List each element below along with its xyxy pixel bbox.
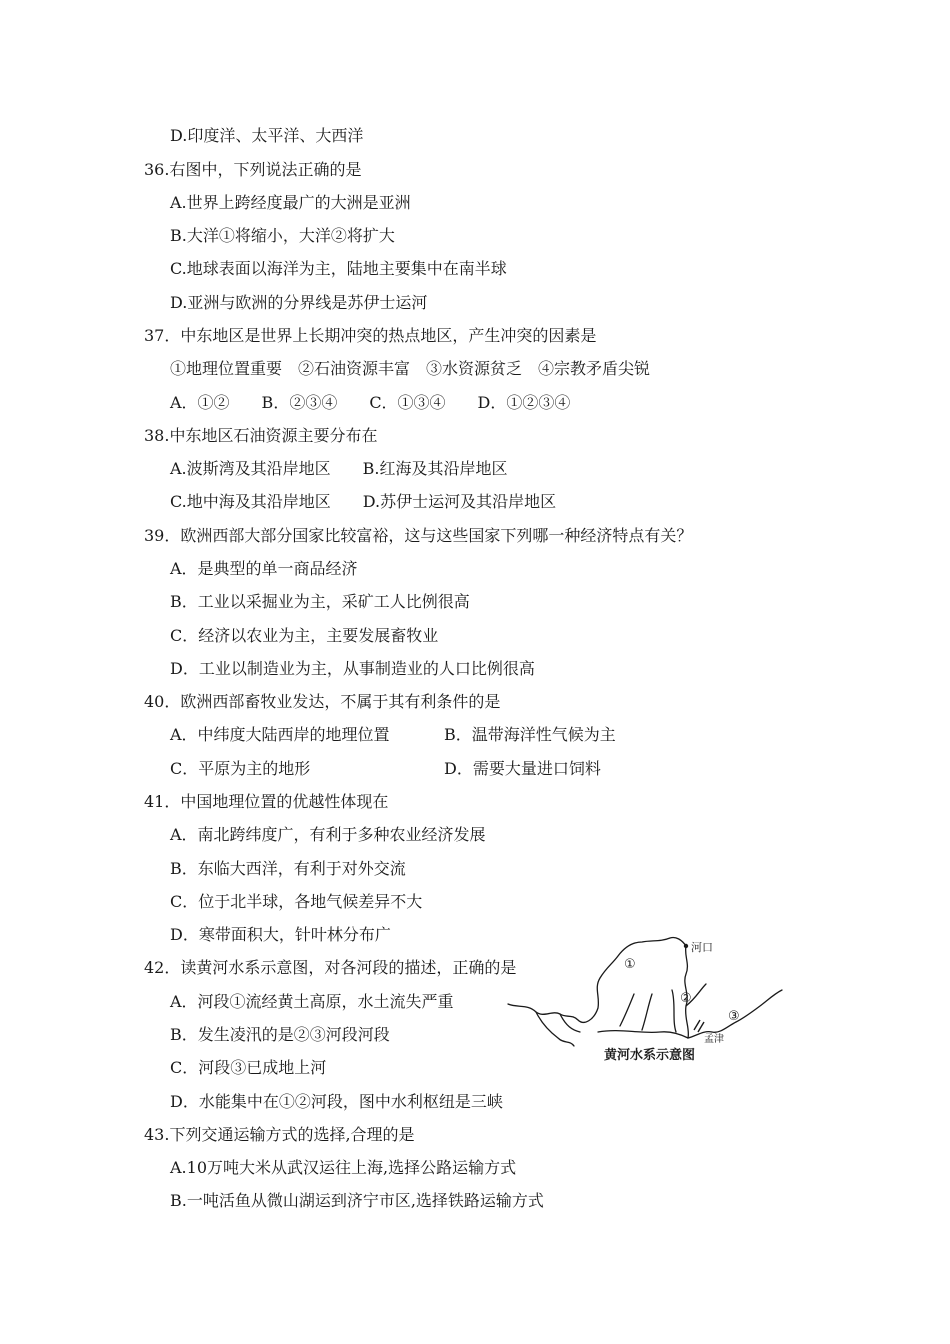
q41-option-a: A．南北跨纬度广，有利于多种农业经济发展: [170, 825, 486, 844]
segment1-label: ①: [624, 957, 636, 972]
q39-option-a: A．是典型的单一商品经济: [170, 559, 358, 578]
tributary-loop-1: [620, 994, 634, 1026]
q36-option-a: A.世界上跨经度最广的大洲是亚洲: [170, 193, 411, 212]
segment2-label: ②: [680, 991, 692, 1006]
q37-options: A．①② B．②③④ C．①③④ D．①②③④: [170, 393, 571, 412]
q42-stem: 42．读黄河水系示意图，对各河段的描述，正确的是: [144, 958, 517, 977]
q42-option-b: B．发生凌汛的是②③河段河段: [170, 1025, 390, 1044]
q36-option-d: D.亚洲与欧洲的分界线是苏伊士运河: [170, 293, 428, 312]
q41-stem: 41．中国地理位置的优越性体现在: [144, 792, 389, 811]
q41-option-d: D．寒带面积大，针叶林分布广: [170, 925, 391, 944]
dam-marker: [694, 1020, 704, 1032]
q40-option-b: B．温带海洋性气候为主: [444, 725, 616, 744]
q42-option-a: A．河段①流经黄土高原，水土流失严重: [170, 992, 454, 1011]
segment3-label: ③: [728, 1009, 740, 1024]
q39-option-c: C．经济以农业为主，主要发展畜牧业: [170, 626, 439, 645]
mengjin-label: 孟津: [704, 1034, 724, 1045]
q38-stem: 38.中东地区石油资源主要分布在: [144, 426, 378, 445]
q42-option-d: D．水能集中在①②河段，图中水利枢纽是三峡: [170, 1092, 503, 1111]
q36-option-c: C.地球表面以海洋为主，陆地主要集中在南半球: [170, 259, 507, 278]
q40-stem: 40．欧洲西部畜牧业发达，不属于其有利条件的是: [144, 692, 501, 711]
q43-stem: 43.下列交通运输方式的选择,合理的是: [144, 1125, 415, 1144]
tributary-loop-2: [642, 994, 652, 1030]
q35-option-d: D.印度洋、太平洋、大西洋: [170, 126, 364, 145]
tributary-wei: [598, 1031, 688, 1038]
q39-option-d: D．工业以制造业为主，从事制造业的人口比例很高: [170, 659, 535, 678]
q43-option-b: B.一吨活鱼从微山湖运到济宁市区,选择铁路运输方式: [170, 1191, 544, 1210]
hekou-dot: [684, 944, 688, 948]
q40-option-c: C．平原为主的地形: [170, 759, 311, 778]
figure-caption: 黄河水系示意图: [604, 1048, 696, 1063]
q40-option-d: D．需要大量进口饲料: [444, 759, 601, 778]
q37-stem: 37．中东地区是世界上长期冲突的热点地区，产生冲突的因素是: [144, 326, 597, 345]
q37-statements: ①地理位置重要 ②石油资源丰富 ③水资源贫乏 ④宗教矛盾尖锐: [170, 359, 651, 378]
q43-option-a: A.10万吨大米从武汉运往上海,选择公路运输方式: [170, 1158, 517, 1177]
q40-option-a: A．中纬度大陆西岸的地理位置: [170, 725, 390, 744]
q36-stem: 36.右图中，下列说法正确的是: [144, 160, 362, 179]
q36-option-b: B.大洋①将缩小，大洋②将扩大: [170, 226, 395, 245]
q41-option-b: B．东临大西洋，有利于对外交流: [170, 859, 406, 878]
tributary-west-1: [536, 1012, 574, 1046]
q39-option-b: B．工业以采掘业为主，采矿工人比例很高: [170, 592, 470, 611]
q42-option-c: C．河段③已成地上河: [170, 1058, 327, 1077]
q38-options-cd: C.地中海及其沿岸地区 D.苏伊士运河及其沿岸地区: [170, 492, 557, 511]
hekou-label: 河口: [691, 941, 713, 954]
q41-option-c: C．位于北半球，各地气候差异不大: [170, 892, 423, 911]
q38-options-ab: A.波斯湾及其沿岸地区 B.红海及其沿岸地区: [170, 459, 508, 478]
main-river-upper: [508, 937, 686, 1022]
tributary-fen: [672, 990, 676, 1032]
q39-stem: 39．欧洲西部大部分国家比较富裕，这与这些国家下列哪一种经济特点有关？: [144, 526, 693, 545]
